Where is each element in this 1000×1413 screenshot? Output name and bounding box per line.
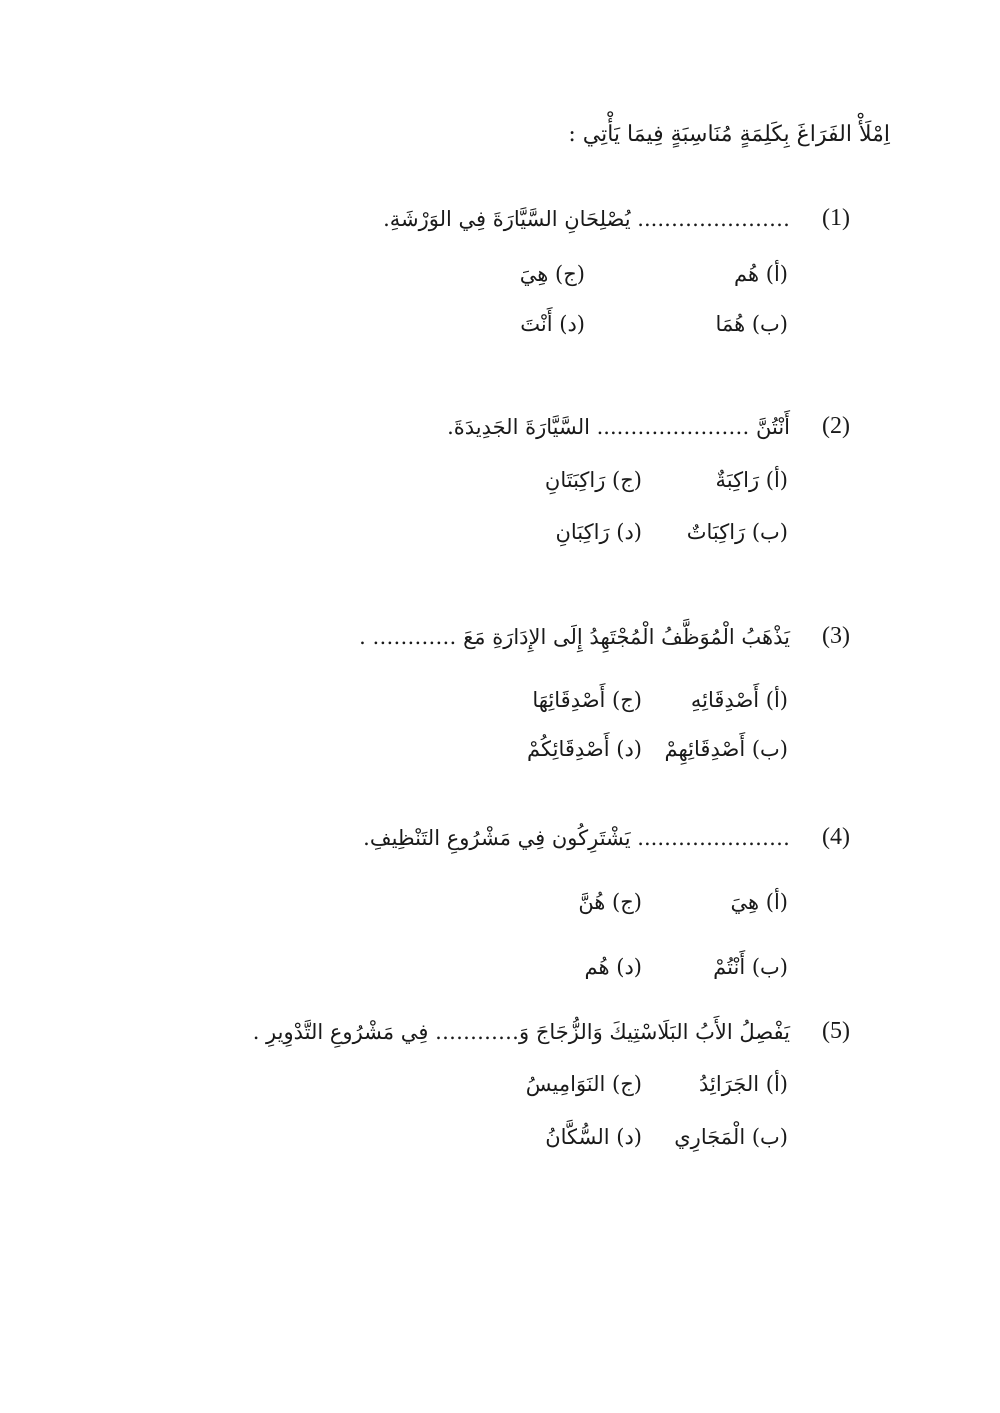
instruction-text: اِمْلَأْ الفَرَاغَ بِكَلِمَةٍ مُنَاسِبَةٍ فِيمَا يَأْتِي : bbox=[568, 122, 890, 147]
option-c[interactable]: (ج) هُنَّ bbox=[578, 890, 642, 914]
question-text: يَفْصِلُ الأَبُ البَلَاسْتِيكَ وَالزُّجَاجَ وَ………… فِي مَشْرُوعِ التَّدْوِيرِ . bbox=[252, 1020, 790, 1044]
option-d[interactable]: (د) أَنْتَ bbox=[520, 312, 585, 336]
option-d[interactable]: (د) السُّكَّانُ bbox=[545, 1125, 642, 1149]
option-c[interactable]: (ج) رَاكِبَتَانِ bbox=[544, 468, 642, 492]
question-number: (1) bbox=[822, 205, 850, 231]
option-d[interactable]: (د) أَصْدِقَائِكُمْ bbox=[527, 737, 642, 761]
option-b[interactable]: (ب) أَنْتُمْ bbox=[713, 955, 788, 979]
option-a[interactable]: (أ) رَاكِبَةٌ bbox=[715, 468, 788, 492]
question-text: ……………….... يَشْتَرِكُون فِي مَشْرُوعِ التَنْظِيفِ. bbox=[363, 826, 790, 850]
option-c[interactable]: (ج) النَوَامِيسُ bbox=[525, 1072, 642, 1096]
option-b[interactable]: (ب) رَاكِبَاتٌ bbox=[686, 520, 788, 544]
option-a[interactable]: (أ) الجَرَائِدُ bbox=[699, 1072, 788, 1096]
option-c[interactable]: (ج) أَصْدِقَائِهَا bbox=[532, 688, 642, 712]
question-text: يَذْهَبُ الْمُوَظَّفُ الْمُجْتَهِدُ إِلَى الإِدَارَةِ مَعَ ………… . bbox=[359, 625, 790, 649]
option-b[interactable]: (ب) أَصْدِقَائِهِمْ bbox=[664, 737, 788, 761]
question-number: (4) bbox=[822, 824, 850, 850]
option-a[interactable]: (أ) هُم bbox=[734, 262, 788, 286]
option-d[interactable]: (د) رَاكِبَانِ bbox=[555, 520, 642, 544]
question-number: (3) bbox=[822, 623, 850, 649]
option-d[interactable]: (د) هُم bbox=[584, 955, 642, 979]
option-b[interactable]: (ب) الْمَجَارِي bbox=[674, 1125, 788, 1149]
question-number: (2) bbox=[822, 413, 850, 439]
option-a[interactable]: (أ) هِيَ bbox=[730, 890, 788, 914]
question-number: (5) bbox=[822, 1018, 850, 1044]
option-c[interactable]: (ج) هِيَ bbox=[519, 262, 585, 286]
question-text: ……………….... يُصْلِحَانِ السَّيَّارَةَ فِي الوَرْشَةِ. bbox=[383, 207, 790, 231]
option-b[interactable]: (ب) هُمَا bbox=[715, 312, 788, 336]
question-text: أَنْتُنَّ ……………….... السَّيَّارَةَ الجَدِيدَةَ. bbox=[447, 415, 790, 439]
option-a[interactable]: (أ) أَصْدِقَائِهِ bbox=[690, 688, 788, 712]
